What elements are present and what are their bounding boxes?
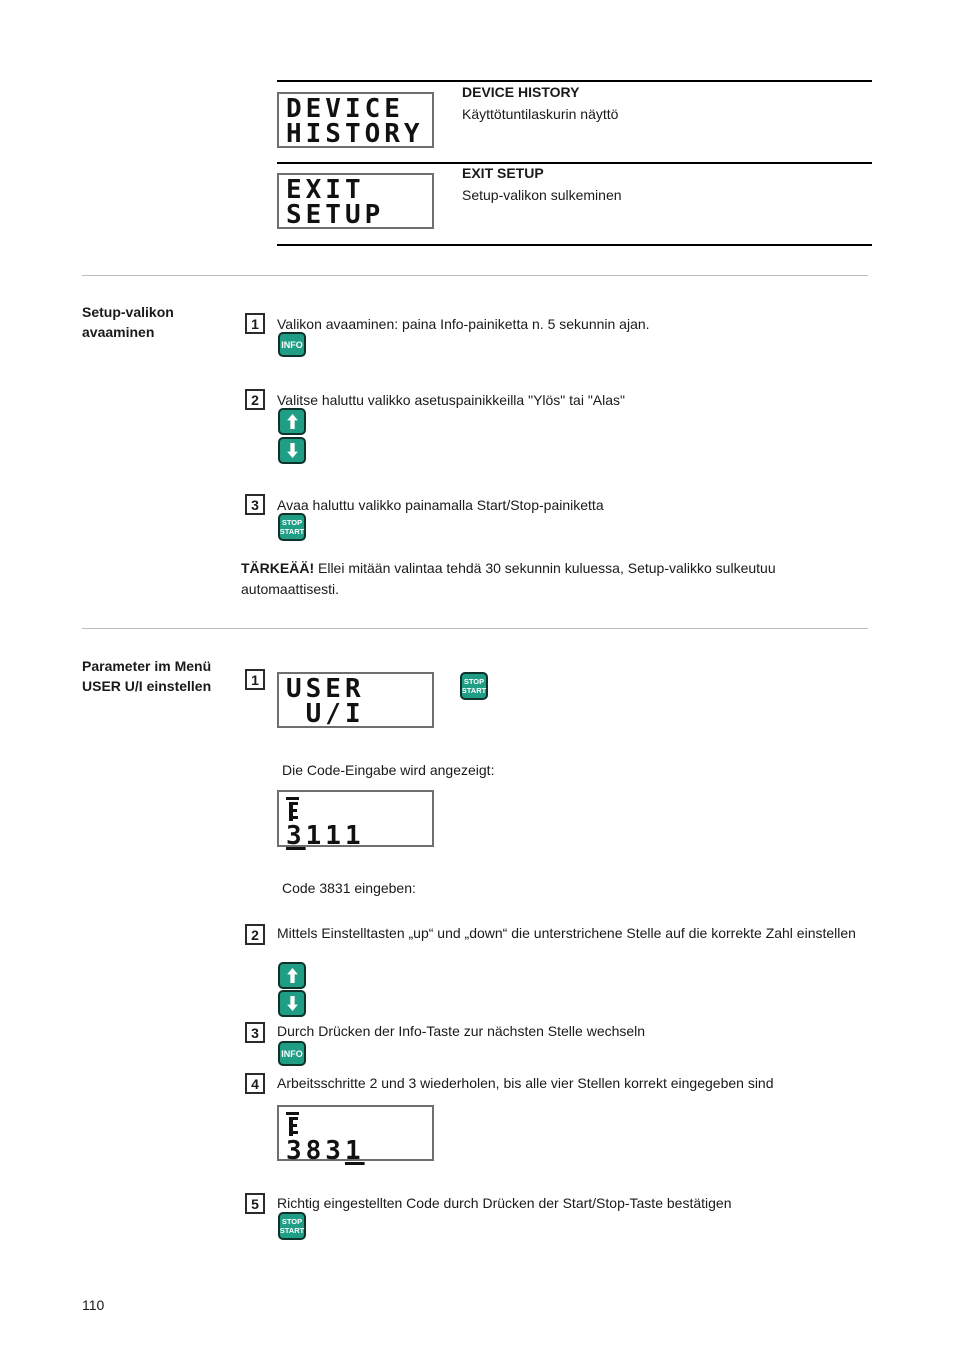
menu-row-title: EXIT SETUP bbox=[462, 165, 544, 181]
step-text: Arbeitsschritte 2 und 3 wiederholen, bis alle vier Stellen korrekt eingegeben sind bbox=[277, 1075, 774, 1091]
section-heading-german: Parameter im Menü USER U/I einstellen bbox=[82, 658, 212, 694]
step-number-label: 3 bbox=[251, 1024, 259, 1041]
down-arrow-icon bbox=[286, 996, 299, 1011]
lcd-line: U/I bbox=[286, 699, 365, 729]
lcd-display-user-menu bbox=[277, 672, 434, 728]
step-number-label: 1 bbox=[251, 315, 259, 332]
important-text: Ellei mitään valintaa tehdä 30 sekunnin kuluessa, Setup-valikko sulkeutuu automaattisesti. bbox=[241, 560, 776, 597]
lcd-line: EXIT bbox=[286, 175, 365, 205]
step-number bbox=[245, 1073, 265, 1094]
menu-row-description: Setup-valikon sulkeminen bbox=[462, 187, 622, 203]
menu-row-description: Käyttötuntilaskurin näyttö bbox=[462, 106, 619, 122]
info-button-label: INFO bbox=[281, 339, 303, 350]
start-label: START bbox=[461, 686, 487, 695]
cursor-digit: 3 bbox=[286, 821, 306, 851]
up-arrow-icon bbox=[286, 968, 299, 983]
start-stop-button bbox=[278, 513, 306, 541]
step-number-label: 1 bbox=[251, 671, 259, 688]
cursor-digit: 1 bbox=[344, 1136, 365, 1166]
up-button bbox=[278, 962, 306, 989]
lcd-line: USER bbox=[286, 674, 365, 704]
lcd-line: SETUP bbox=[286, 200, 385, 230]
stop-label: STOP bbox=[281, 1217, 303, 1226]
step-text: Valitse haluttu valikko asetuspainikkeilla "Ylös" tai "Alas" bbox=[277, 392, 626, 408]
start-label: START bbox=[279, 1226, 305, 1235]
code-prompt: Die Code-Eingabe wird angezeigt: bbox=[282, 762, 495, 778]
step-number bbox=[245, 1193, 265, 1214]
step-number bbox=[245, 924, 265, 945]
step-number bbox=[245, 1022, 265, 1043]
lcd-display-code-entry bbox=[277, 790, 434, 851]
stop-label: STOP bbox=[281, 518, 303, 527]
info-button bbox=[278, 1041, 306, 1066]
start-stop-button bbox=[460, 672, 488, 700]
lcd-display-device-history bbox=[277, 92, 434, 148]
code-prompt: Code 3831 eingeben: bbox=[282, 880, 416, 896]
table-rule-top bbox=[277, 80, 872, 82]
step-number-label: 2 bbox=[251, 391, 259, 408]
lcd-line: HISTORY bbox=[286, 119, 424, 149]
info-button-label: INFO bbox=[281, 1048, 303, 1059]
step-number-label: 3 bbox=[251, 496, 259, 513]
lcd-line: DEVICE bbox=[286, 94, 404, 124]
lcd-display-code-entered bbox=[277, 1105, 434, 1166]
step-number bbox=[245, 494, 265, 515]
up-arrow-icon bbox=[286, 414, 299, 429]
important-label: TÄRKEÄÄ! bbox=[241, 560, 315, 576]
code-digits-prefix: 383 bbox=[286, 1136, 345, 1166]
step-number-label: 2 bbox=[251, 926, 259, 943]
info-button bbox=[278, 332, 306, 357]
step-text: Durch Drücken der Info-Taste zur nächsten Stelle wechseln bbox=[277, 1023, 646, 1039]
lcd-code-digits bbox=[286, 823, 425, 850]
down-button bbox=[278, 990, 306, 1017]
key-icon bbox=[286, 1112, 301, 1138]
start-label: START bbox=[279, 527, 305, 536]
table-rule-middle bbox=[277, 162, 872, 164]
down-arrow-icon bbox=[286, 443, 299, 458]
important-note bbox=[241, 558, 877, 600]
step-text: Mittels Einstelltasten „up“ und „down“ die unterstrichene Stelle auf die korrekte Zahl einstellen bbox=[277, 925, 856, 941]
step-text: Avaa haluttu valikko painamalla Start/Stop-painiketta bbox=[277, 497, 604, 513]
section-divider bbox=[82, 628, 868, 629]
lcd-code-digits bbox=[286, 1138, 425, 1165]
down-button bbox=[278, 437, 306, 464]
step-number bbox=[245, 389, 265, 410]
step-number-label: 5 bbox=[251, 1195, 259, 1212]
table-rule-bottom bbox=[277, 244, 872, 246]
section-heading-finnish: Setup-valikon avaaminen bbox=[82, 304, 174, 340]
step-text: Richtig eingestellten Code durch Drücken der Start/Stop-Taste bestätigen bbox=[277, 1195, 732, 1211]
code-digits-rest: 111 bbox=[305, 821, 365, 851]
page-number: 110 bbox=[82, 1297, 105, 1313]
key-icon bbox=[286, 797, 301, 823]
section-divider bbox=[82, 275, 868, 276]
lcd-display-exit-setup bbox=[277, 173, 434, 229]
step-number-label: 4 bbox=[251, 1075, 259, 1092]
step-text: Valikon avaaminen: paina Info-painiketta n. 5 sekunnin ajan. bbox=[277, 316, 650, 332]
menu-row-title: DEVICE HISTORY bbox=[462, 84, 580, 100]
stop-label: STOP bbox=[463, 677, 485, 686]
step-number bbox=[245, 313, 265, 334]
start-stop-button bbox=[278, 1212, 306, 1240]
step-number bbox=[245, 669, 265, 690]
up-button bbox=[278, 408, 306, 435]
